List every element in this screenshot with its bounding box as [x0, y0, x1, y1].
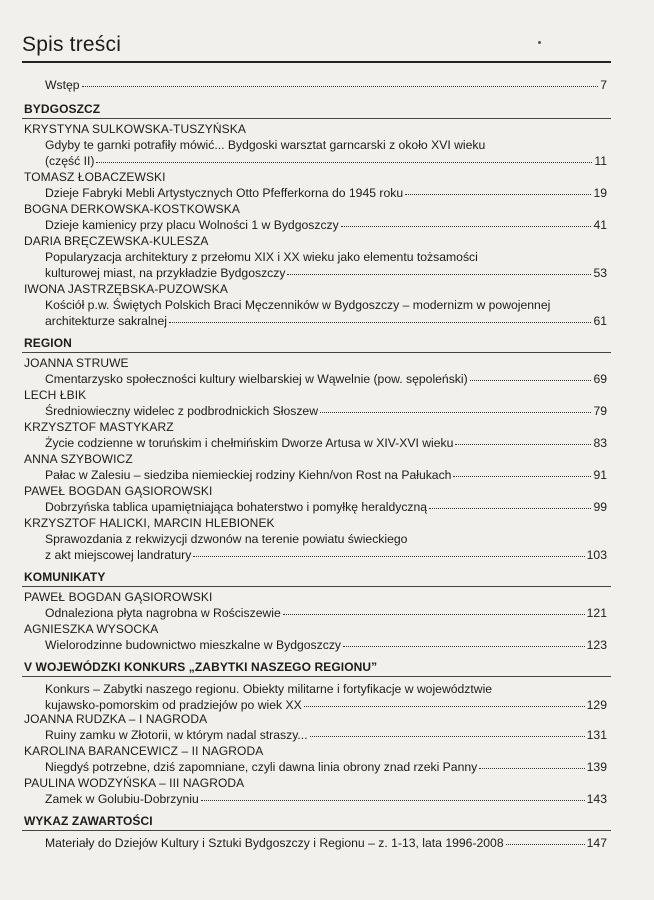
entry-page: 131	[586, 728, 607, 742]
entry-title: Cmentarzysko społeczności kultury wielbarskiej w Wąwelnie (pow. sępoleński)	[45, 372, 468, 386]
toc-entry[interactable]	[45, 313, 607, 330]
toc-entry[interactable]	[45, 467, 607, 484]
dot-leader	[310, 736, 585, 737]
entry-title: Wielorodzinne budownictwo mieszkalne w Bydgoszczy	[45, 638, 342, 652]
toc-entry[interactable]	[45, 759, 607, 776]
entry-title-line: Konkurs – Zabytki naszego regionu. Obiekty militarne i fortyfikacje w województwie	[45, 682, 493, 696]
author: LECH ŁBIK	[24, 388, 87, 402]
entry-page: 19	[593, 186, 607, 200]
entry-title-line: Gdyby te garnki potrafiły mówić... Bydgoski warsztat garncarski z około XVI wieku	[45, 138, 486, 152]
toc-entry[interactable]	[45, 265, 607, 282]
entry-title: Ruiny zamku w Złotorii, w którym nadal straszy...	[45, 728, 308, 742]
author: AGNIESZKA WYSOCKA	[24, 622, 159, 636]
dot-leader	[201, 800, 585, 801]
dot-leader	[341, 226, 592, 227]
dot-leader	[96, 162, 592, 163]
entry-title: kulturowej miast, na przykładzie Bydgoszczy	[45, 266, 286, 280]
entry-title: Dzieje kamienicy przy placu Wolności 1 w Bydgoszczy	[45, 218, 339, 232]
entry-title: Zamek w Golubiu-Dobrzyniu	[45, 792, 199, 806]
entry-title: (część II)	[45, 154, 95, 168]
section-rule	[22, 676, 611, 677]
speck-mark	[538, 41, 541, 44]
dot-leader	[470, 380, 592, 381]
entry-title: Dzieje Fabryki Mebli Artystycznych Otto Pfefferkorna do 1945 roku	[45, 186, 404, 200]
entry-page: 83	[593, 436, 607, 450]
dot-leader	[455, 444, 591, 445]
toc-entry[interactable]	[45, 835, 607, 852]
entry-page: 69	[593, 372, 607, 386]
entry-title-line: Popularyzacja architektury z przełomu XIX i XX wieku jako elementu tożsamości	[45, 250, 478, 264]
toc-entry[interactable]	[45, 217, 607, 234]
entry-title: Niegdyś potrzebne, dziś zapomniane, czyli dawna linia obrony znad rzeki Panny	[45, 760, 478, 774]
author: PAULINA WODZYŃSKA – III NAGRODA	[24, 776, 245, 790]
author: JOANNA RUDZKA – I NAGRODA	[24, 712, 208, 726]
page-title: Spis treści	[22, 33, 122, 56]
entry-page: 79	[593, 404, 607, 418]
entry-title-line: Kościół p.w. Świętych Polskich Braci Męczenników w Bydgoszczy – modernizm w powojennej	[45, 298, 551, 312]
section-rule	[22, 830, 611, 831]
entry-title: Wstęp	[45, 78, 80, 92]
entry-title-line: Sprawozdania z rekwizycji dzwonów na terenie powiatu świeckiego	[45, 532, 408, 546]
entry-title: Dobrzyńska tablica upamiętniająca bohaterstwo i pomyłkę heraldyczną	[45, 500, 428, 514]
toc-entry[interactable]	[45, 185, 607, 202]
section-heading-bydgoszcz: BYDGOSZCZ	[24, 102, 101, 116]
entry-page: 103	[586, 548, 607, 562]
author: KRZYSZTOF MASTYKARZ	[24, 420, 174, 434]
section-heading-komunikaty: KOMUNIKATY	[24, 570, 106, 584]
section-rule	[22, 586, 611, 587]
dot-leader	[479, 768, 584, 769]
toc-entry-wstep[interactable]	[45, 77, 607, 94]
toc-entry[interactable]	[45, 547, 607, 564]
author: PAWEŁ BOGDAN GĄSIOROWSKI	[24, 590, 213, 604]
entry-page: 121	[586, 606, 607, 620]
dot-leader	[283, 614, 585, 615]
entry-title: Średniowieczny widelec z podbrodnickich Słoszew	[45, 404, 318, 418]
toc-entry[interactable]	[45, 499, 607, 516]
toc-entry[interactable]	[45, 153, 607, 170]
entry-page: 53	[593, 266, 607, 280]
entry-title: Odnaleziona płyta nagrobna w Rościszewie	[45, 606, 281, 620]
title-rule	[22, 61, 611, 63]
author: ANNA SZYBOWICZ	[24, 452, 133, 466]
entry-title: Życie codzienne w toruńskim i chełmińskim Dworze Artusa w XIV-XVI wieku	[45, 436, 454, 450]
entry-page: 147	[586, 836, 607, 850]
section-heading-wykaz: WYKAZ ZAWARTOŚCI	[24, 814, 153, 828]
dot-leader	[506, 844, 585, 845]
author: KAROLINA BARANCEWICZ – II NAGRODA	[24, 744, 264, 758]
author: DARIA BRĘCZEWSKA-KULESZA	[24, 234, 209, 248]
dot-leader	[343, 646, 585, 647]
author: BOGNA DERKOWSKA-KOSTKOWSKA	[24, 202, 240, 216]
entry-title: architekturze sakralnej	[45, 314, 167, 328]
dot-leader	[429, 508, 591, 509]
entry-title: Pałac w Zalesiu – siedziba niemieckiej rodziny Kiehn/von Rost na Pałukach	[45, 468, 452, 482]
entry-page: 143	[586, 792, 607, 806]
author: KRZYSZTOF HALICKI, MARCIN HLEBIONEK	[24, 516, 275, 530]
author: TOMASZ ŁOBACZEWSKI	[24, 170, 166, 184]
dot-leader	[304, 706, 585, 707]
toc-entry[interactable]	[45, 371, 607, 388]
toc-entry[interactable]	[45, 605, 607, 622]
toc-entry[interactable]	[45, 727, 607, 744]
dot-leader	[169, 322, 592, 323]
entry-title: z akt miejscowej landratury	[45, 548, 192, 562]
author: JOANNA STRUWE	[24, 356, 129, 370]
entry-title: kujawsko-pomorskim od pradziejów po wiek XX	[45, 698, 302, 712]
dot-leader	[405, 194, 591, 195]
dot-leader	[287, 274, 591, 275]
entry-page: 41	[593, 218, 607, 232]
dot-leader	[320, 412, 591, 413]
toc-entry[interactable]	[45, 403, 607, 420]
dot-leader	[453, 476, 591, 477]
toc-entry[interactable]	[45, 791, 607, 808]
entry-page: 61	[593, 314, 607, 328]
entry-page: 99	[593, 500, 607, 514]
toc-entry[interactable]	[45, 435, 607, 452]
entry-page: 7	[600, 78, 607, 92]
author: PAWEŁ BOGDAN GĄSIOROWSKI	[24, 484, 213, 498]
entry-page: 123	[586, 638, 607, 652]
entry-page: 129	[586, 698, 607, 712]
dot-leader	[82, 86, 599, 87]
toc-entry[interactable]	[45, 637, 607, 654]
author: IWONA JASTRZĘBSKA-PUZOWSKA	[24, 282, 228, 296]
entry-page: 139	[586, 760, 607, 774]
section-rule	[22, 118, 611, 119]
entry-title: Materiały do Dziejów Kultury i Sztuki Bydgoszczy i Regionu – z. 1-13, lata 1996-2008	[45, 836, 504, 850]
entry-page: 11	[594, 154, 607, 168]
author: KRYSTYNA SULKOWSKA-TUSZYŃSKA	[24, 122, 246, 136]
section-rule	[22, 352, 611, 353]
section-heading-region: REGION	[24, 336, 72, 350]
entry-page: 91	[593, 468, 607, 482]
dot-leader	[193, 556, 584, 557]
section-heading-konkurs: V WOJEWÓDZKI KONKURS „ZABYTKI NASZEGO REGIONU”	[24, 660, 378, 674]
